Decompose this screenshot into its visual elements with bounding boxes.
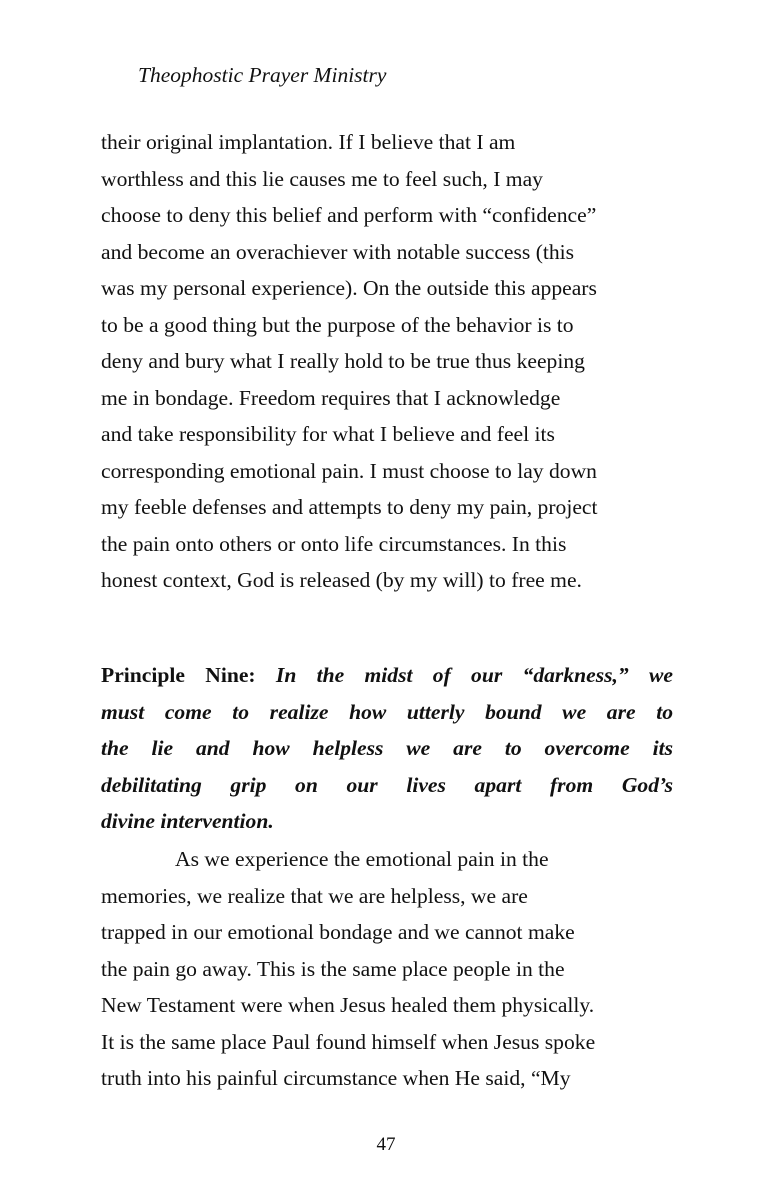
principle-statement-line: debilitating grip on our lives apart from God’s <box>101 772 673 797</box>
principle-statement-line: the lie and how helpless we are to overcome its <box>101 736 673 761</box>
running-header: Theophostic Prayer Ministry <box>138 63 387 87</box>
text-line: corresponding emotional pain. I must choose to lay down <box>101 458 597 483</box>
text-line: It is the same place Paul found himself when Jesus spoke <box>101 1029 596 1054</box>
body-paragraph-2 <box>101 841 673 1097</box>
text-line: choose to deny this belief and perform with “confidence” <box>101 203 597 227</box>
text-line: truth into his painful circumstance when He said, “My <box>101 1066 571 1090</box>
text-line: the pain onto others or onto life circumstances. In this <box>101 531 567 556</box>
text-line: memories, we realize that we are helpless, we are <box>101 883 528 908</box>
text-line: the pain go away. This is the same place people in the <box>101 956 565 981</box>
text-line: As we experience the emotional pain in the <box>175 847 549 871</box>
principle-heading <box>101 657 673 840</box>
text-line: trapped in our emotional bondage and we cannot make <box>101 920 575 944</box>
text-line: and become an overachiever with notable success (this <box>101 239 575 264</box>
text-line: deny and bury what I really hold to be true thus keeping <box>101 349 585 373</box>
principle-statement-line: In the midst of our “darkness,” we <box>275 663 673 687</box>
body-paragraph-1 <box>101 124 673 599</box>
text-line: my feeble defenses and attempts to deny my pain, project <box>101 495 598 519</box>
principle-statement-line: must come to realize how utterly bound we are to <box>101 699 673 724</box>
text-line: and take responsibility for what I believe and feel its <box>101 422 555 446</box>
principle-statement-line: divine intervention. <box>101 809 274 834</box>
text-line: worthless and this lie causes me to feel such, I may <box>101 166 543 191</box>
text-line: was my personal experience). On the outside this appears <box>101 276 597 300</box>
text-line: New Testament were when Jesus healed them physically. <box>101 993 595 1017</box>
page-number: 47 <box>376 1134 396 1155</box>
principle-label: Principle Nine: <box>101 663 256 687</box>
text-line: honest context, God is released (by my will) to free me. <box>101 568 582 592</box>
text-line: to be a good thing but the purpose of the behavior is to <box>101 312 574 337</box>
text-line: their original implantation. If I believe that I am <box>101 130 516 154</box>
principle-first-line <box>101 657 673 694</box>
text-line: me in bondage. Freedom requires that I acknowledge <box>101 385 561 410</box>
